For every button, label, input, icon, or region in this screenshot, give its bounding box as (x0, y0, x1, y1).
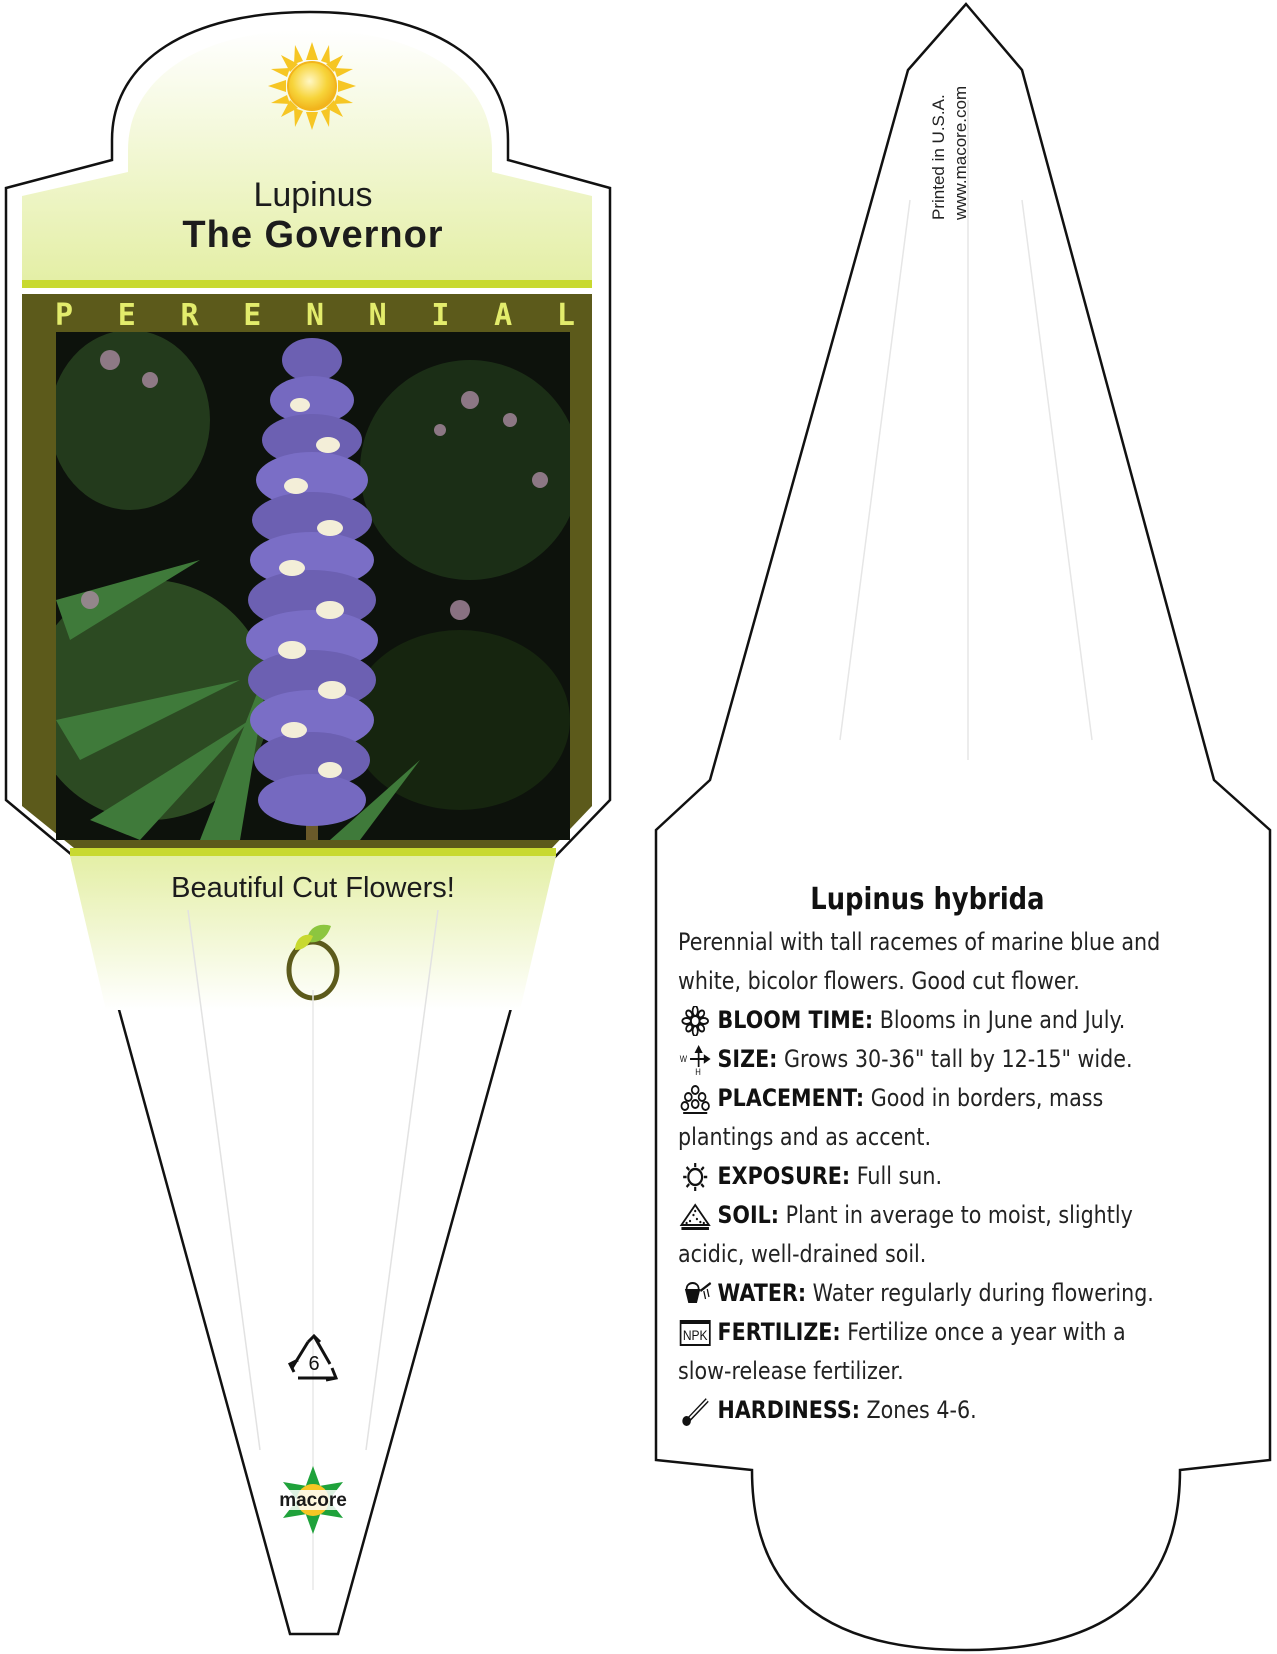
recycle-icon (286, 1334, 342, 1386)
bloom-icon (678, 1006, 712, 1036)
category-letter: I (431, 298, 450, 333)
size-icon (678, 1045, 712, 1075)
svg-text:NPK: NPK (682, 1327, 708, 1344)
detail-label: WATER: (717, 1279, 807, 1307)
category-letter: R (180, 298, 199, 333)
website-text: www.macore.com (951, 85, 970, 220)
detail-label: PLACEMENT: (717, 1084, 865, 1112)
detail-text: Grows 30-36" tall by 12-15" wide. (783, 1045, 1133, 1073)
detail-text: Good in borders, mass plantings and as accent. (678, 1084, 1104, 1151)
category-letter: P (55, 298, 74, 333)
svg-text:H: H (695, 1066, 701, 1075)
macore-logo (268, 1464, 358, 1536)
category-letter: N (368, 298, 387, 333)
detail-text: Fertilize once a year with a slow-release fertilizer. (678, 1318, 1126, 1385)
species-name: Lupinus hybrida (810, 882, 1045, 917)
detail-hardiness (678, 1391, 1177, 1430)
lupine-photo (30, 330, 580, 840)
detail-text: Full sun. (856, 1162, 943, 1190)
detail-label: EXPOSURE: (717, 1162, 851, 1190)
description: Perennial with tall racemes of marine blue and white, bicolor flowers. Good cut flower. (678, 928, 1161, 995)
detail-placement (678, 1079, 1177, 1157)
detail-size (678, 1040, 1177, 1079)
printer-info (929, 50, 970, 220)
category-letter: L (556, 298, 575, 333)
detail-bloom-time (678, 1001, 1177, 1040)
detail-soil (678, 1196, 1177, 1274)
npk-icon (678, 1318, 712, 1348)
tagline: Beautiful Cut Flowers! (171, 872, 455, 904)
detail-water (678, 1274, 1177, 1313)
placement-icon (678, 1084, 712, 1114)
sun-icon (268, 42, 356, 130)
detail-label: HARDINESS: (717, 1396, 860, 1424)
detail-text: Water regularly during flowering. (812, 1279, 1154, 1307)
detail-text: Plant in average to moist, slightly acidic, well-drained soil. (678, 1201, 1133, 1268)
detail-exposure (678, 1157, 1177, 1196)
recycle-code: 6 (308, 1353, 320, 1375)
printed-in-text: Printed in U.S.A. (929, 94, 948, 220)
care-instructions (678, 880, 1177, 1430)
detail-label: SOIL: (717, 1201, 780, 1229)
category-letter: A (494, 298, 513, 333)
svg-text:W: W (679, 1053, 688, 1065)
category-letter: N (305, 298, 324, 333)
detail-label: FERTILIZE: (717, 1318, 841, 1346)
watering-can-icon (678, 1279, 712, 1309)
detail-fertilize (678, 1313, 1177, 1391)
plant-genus: Lupinus (253, 176, 373, 214)
category-letter: E (117, 298, 136, 333)
plant-cultivar: The Governor (182, 214, 444, 256)
detail-text: Zones 4-6. (866, 1396, 977, 1424)
brand-name: macore (279, 1490, 347, 1511)
detail-text: Blooms in June and July. (879, 1006, 1126, 1034)
sun-icon (678, 1162, 712, 1192)
thermometer-icon (678, 1396, 712, 1426)
soil-icon (678, 1201, 712, 1231)
detail-label: SIZE: (717, 1045, 778, 1073)
detail-label: BLOOM TIME: (717, 1006, 874, 1034)
category-letter: E (243, 298, 262, 333)
category-label (55, 298, 575, 333)
